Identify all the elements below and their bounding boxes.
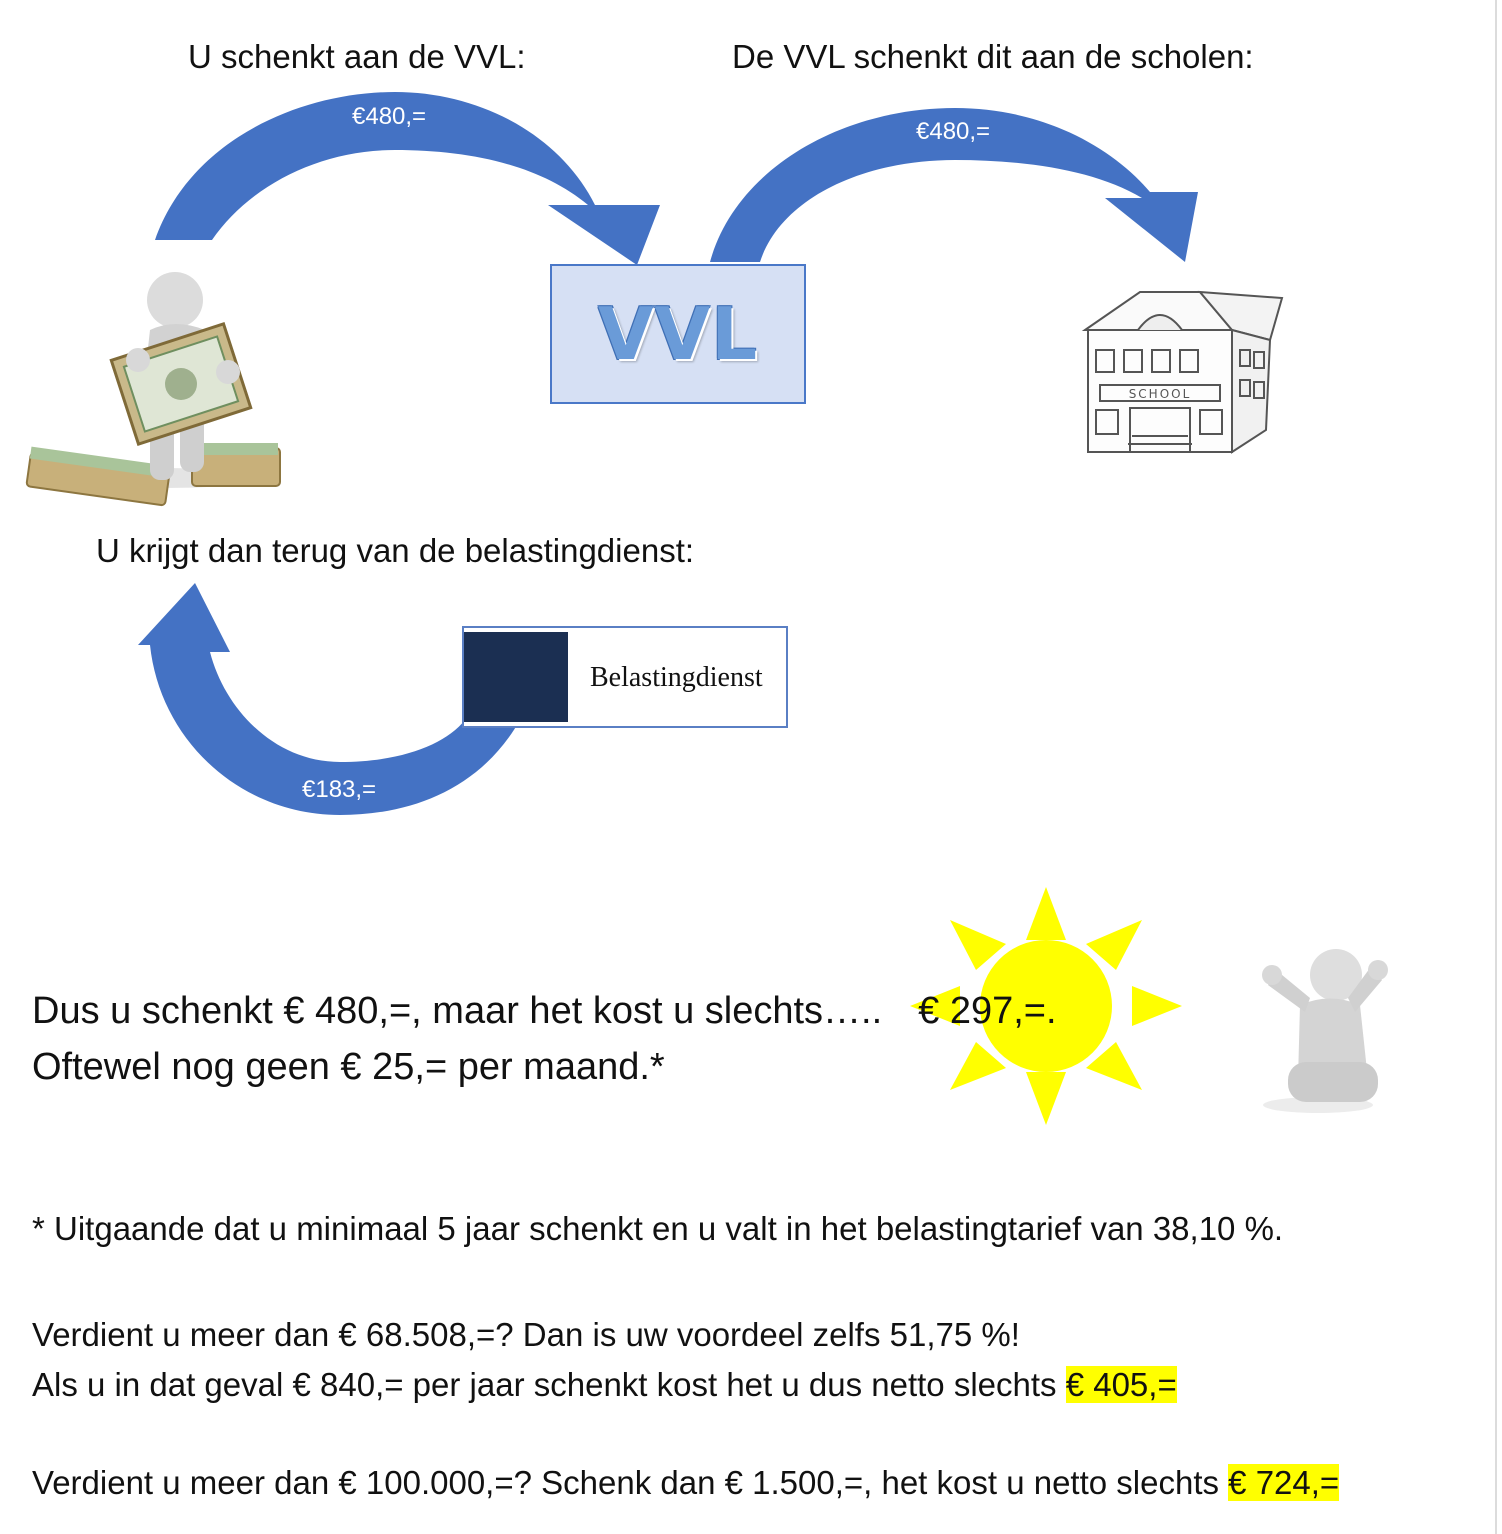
summary-net-cost: € 297,=	[918, 990, 1046, 1032]
tax-office-logo	[464, 632, 568, 722]
summary-line-2: Oftewel nog geen € 25,= per maand.*	[32, 1046, 665, 1088]
donate-heading: U schenkt aan de VVL:	[188, 38, 526, 75]
tax-office-box	[462, 626, 788, 728]
school-building	[1085, 292, 1282, 452]
tier3-net-cost: € 724,=	[1228, 1464, 1340, 1501]
summary-line-1	[32, 990, 1057, 1033]
forward-heading: De VVL schenkt dit aan de scholen:	[732, 38, 1254, 75]
tier3-line	[32, 1464, 1339, 1502]
donor-figure	[26, 272, 280, 506]
tier2-line-2-prefix: Als u in dat geval € 840,= per jaar schenkt kost het u dus netto slechts	[32, 1366, 1066, 1403]
arrow-to-schools-label: €480,=	[916, 118, 991, 145]
school-sign: SCHOOL	[1128, 387, 1192, 401]
tax-office-name: Belastingdienst	[590, 662, 763, 693]
celebrating-figure	[1262, 949, 1388, 1113]
summary-line-1-prefix: Dus u schenkt € 480,=, maar het kost u slechts…..	[32, 990, 883, 1032]
summary-line-1-suffix: .	[1045, 990, 1057, 1032]
refund-heading: U krijgt dan terug van de belastingdienst:	[96, 532, 695, 569]
tier2-line-2	[32, 1366, 1177, 1404]
vvl-box	[550, 264, 806, 404]
footnote-assumption: * Uitgaande dat u minimaal 5 jaar schenkt en u valt in het belastingtarief van 38,10 %.	[32, 1210, 1284, 1247]
arrow-refund-label: €183,=	[302, 776, 377, 803]
arrow-to-vvl-label: €480,=	[352, 103, 427, 130]
tier3-prefix: Verdient u meer dan € 100.000,=? Schenk dan € 1.500,=, het kost u netto slechts	[32, 1464, 1229, 1501]
tier2-net-cost: € 405,=	[1065, 1366, 1177, 1403]
tier2-line-1: Verdient u meer dan € 68.508,=? Dan is uw voordeel zelfs 51,75 %!	[32, 1316, 1020, 1353]
vvl-box-text: VVL	[597, 292, 759, 376]
